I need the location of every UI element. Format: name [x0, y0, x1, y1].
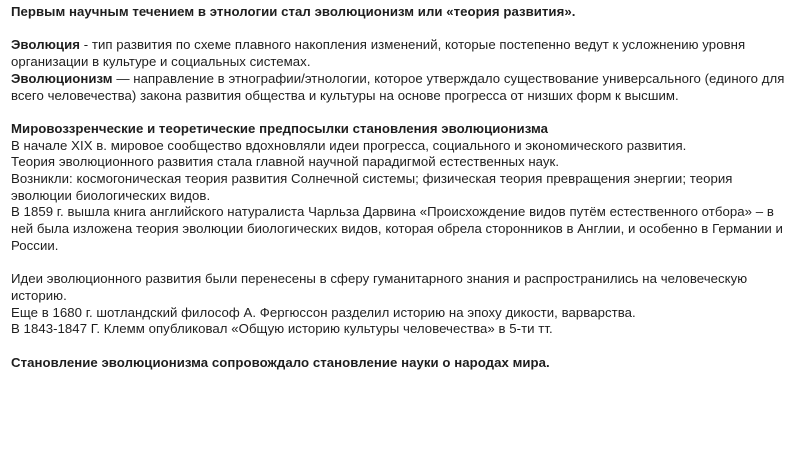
term-evolutionism: Эволюционизм — [11, 70, 113, 86]
prerequisites-paragraph: В 1859 г. вышла книга английского натуралиста Чарльза Дарвина «Происхождение видов путём естественного отбора» – в ней была изложена теория эволюции биологических видов, которая обрела сторонников в Англии, и особенно в Германии и России. — [11, 204, 783, 253]
definition-evolution-text: - тип развития по схеме плавного накопления изменений, которые постепенно ведут к усложнению уровня организации в культуре и социальных системах. — [11, 37, 746, 70]
spacer — [11, 21, 788, 38]
conclusion: Становление эволюционизма сопровождало становление науки о народах мира. — [11, 354, 550, 370]
prerequisites-heading: Мировоззренческие и теоретические предпосылки становления эволюционизма — [11, 120, 549, 136]
slide-title: Первым научным течением в этнологии стал эволюционизм или «теория развития». — [11, 4, 576, 19]
humanities-paragraph: Идеи эволюционного развития были перенесены в сферу гуманитарного знания и распространились на человеческую историю. — [11, 271, 748, 303]
spacer — [11, 338, 788, 355]
spacer — [11, 104, 788, 121]
humanities-paragraph: Еще в 1680 г. шотландский философ А. Фергюссон разделил историю на эпоху дикости, варварства. — [11, 304, 636, 320]
humanities-paragraph: В 1843-1847 Г. Клемм опубликовал «Общую историю культуры человечества» в 5-ти тт. — [11, 321, 553, 337]
definition-evolutionism-text: — направление в этнографии/этнологии, которое утверждало существование универсального (единого для всего человечества) закона развития общества и культуры на основе прогресса от низших форм к высшим. — [11, 70, 785, 103]
definition-evolutionism — [11, 71, 788, 104]
prerequisites-paragraph: Теория эволюционного развития стала главной научной парадигмой естественных наук. — [11, 154, 560, 170]
spacer — [11, 255, 788, 272]
term-evolution: Эволюция — [11, 37, 80, 53]
definition-evolution — [11, 37, 788, 70]
prerequisites-paragraph: Возникли: космогоническая теория развития Солнечной системы; физическая теория превращения энергии; теория эволюции биологических видов. — [11, 171, 733, 203]
prerequisites-paragraph: В начале XIX в. мировое сообщество вдохновляли идеи прогресса, социального и экономического развития. — [11, 137, 687, 153]
